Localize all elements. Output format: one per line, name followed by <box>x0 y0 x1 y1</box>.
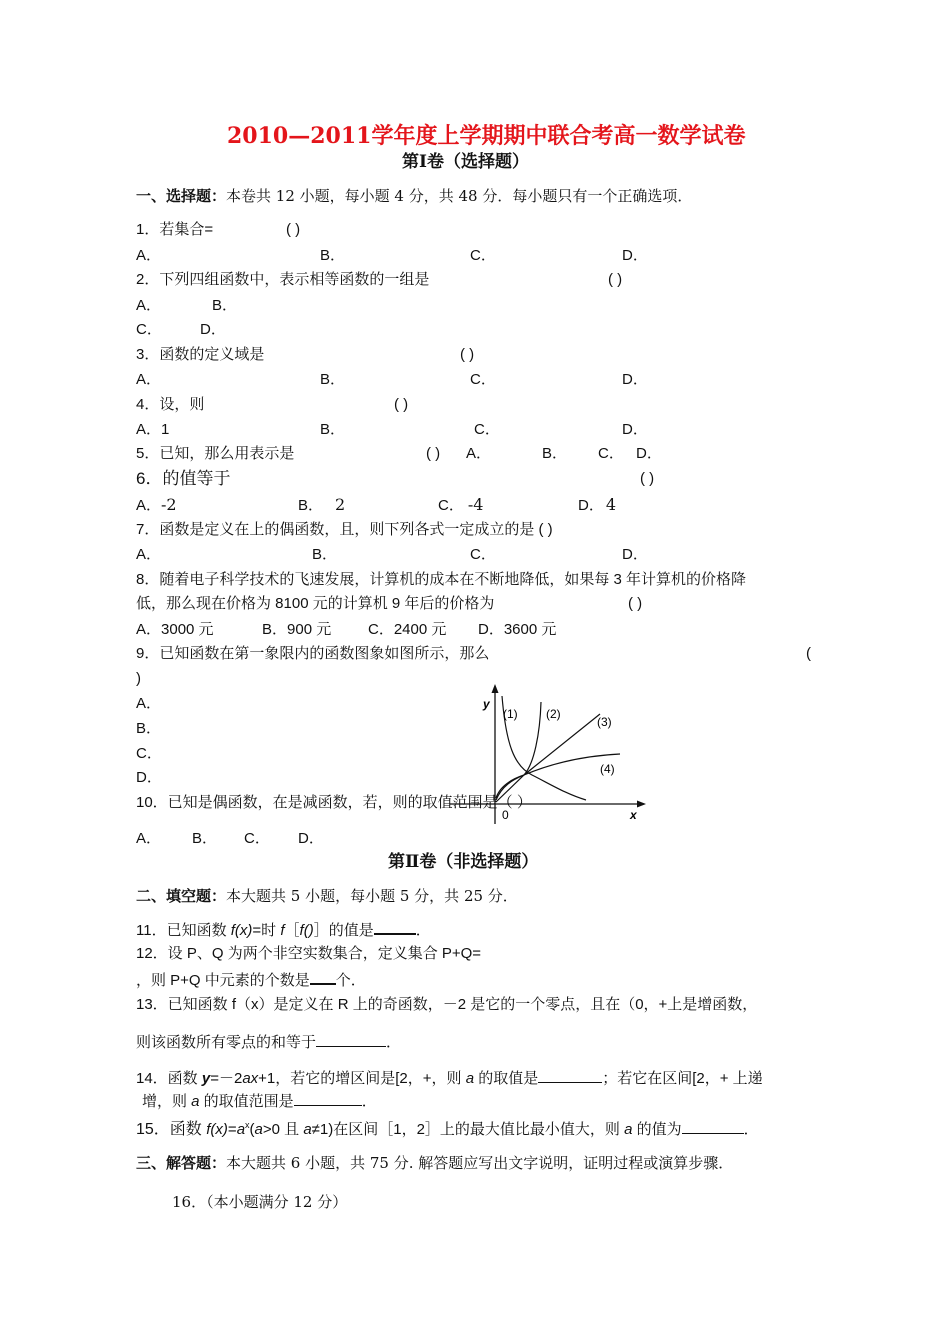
q14-line1: 14．函数 y=－2ax+1，若它的增区间是[2，+，则 a 的取值是 ；若它在区间[2，+ 上递 <box>136 1067 763 1089</box>
q4-option-a: A．1 <box>136 421 170 438</box>
q1-option-a: A． <box>136 247 162 264</box>
q3-option-c: C． <box>470 371 496 388</box>
q11-blank <box>374 918 416 935</box>
q8-option-c: C．2400 元 <box>368 621 447 638</box>
q3-paren: ( ) <box>460 346 475 363</box>
q13-blank <box>316 1031 386 1047</box>
q11: 11．已知函数 f(x)=时 f［f()］的值是 ． <box>136 918 431 941</box>
q6-option-d: D． 4 <box>578 495 617 514</box>
q2-option-b: B． <box>212 297 238 314</box>
q6-option-a: A．-2 <box>136 495 177 514</box>
q15-blank <box>682 1118 744 1134</box>
q8-paren: ( ) <box>628 595 643 612</box>
q13-line2: 则该函数所有零点的和等于 ． <box>136 1031 401 1053</box>
q9-option-d: D． <box>136 769 162 786</box>
q7-option-c: C． <box>470 546 496 563</box>
q2-option-d: D． <box>200 321 226 338</box>
graph-y-arrow <box>492 684 499 693</box>
q14-blank-1 <box>538 1067 602 1083</box>
q4-stem: 4．设，则 <box>136 396 205 413</box>
section1-text: 本卷共 12 小题，每小题 4 分，共 48 分．每小题只有一个正确选项． <box>226 187 693 205</box>
q6-option-a-value: -2 <box>161 495 177 514</box>
q2-option-a: A． <box>136 297 162 314</box>
q5-option-d: D． <box>636 445 662 462</box>
q13-line1: 13．已知函数 f（x）是定义在 R 上的奇函数，－2 是它的一个零点，且在（0，+上是增函数， <box>136 996 758 1013</box>
q3-option-b: B． <box>320 371 346 388</box>
q5-stem: 5．已知，那么用表示是 <box>136 445 295 462</box>
graph-curve-4-label: (4) <box>600 762 615 776</box>
q1-option-c: C． <box>470 247 496 264</box>
q6-option-b-value: 2 <box>335 495 346 514</box>
section2-instructions <box>136 886 518 906</box>
q7-option-a: A． <box>136 546 162 563</box>
q1-paren: ( ) <box>286 221 301 238</box>
section1-label: 一、选择题： <box>136 187 227 205</box>
q5-paren: ( ) <box>426 445 441 462</box>
q9-option-a: A． <box>136 695 162 712</box>
section3-instructions <box>136 1153 733 1173</box>
q6-option-c: C． -4 <box>438 495 484 514</box>
q3-stem: 3．函数的定义域是 <box>136 346 265 363</box>
q2-option-c: C． <box>136 321 162 338</box>
q7-option-b: B． <box>312 546 338 563</box>
q3-option-a: A． <box>136 371 162 388</box>
q12-blank <box>310 968 336 985</box>
section2-label: 二、填空题： <box>136 887 227 905</box>
q10-option-b: B． <box>192 830 218 847</box>
graph-origin-label: 0 <box>502 808 509 822</box>
graph-curve-1-label: (1) <box>503 707 518 721</box>
q4-option-b: B． <box>320 421 346 438</box>
q8-line1: 8．随着电子科学技术的飞速发展，计算机的成本在不断地降低，如果每 3 年计算机的价格降 <box>136 571 747 588</box>
q1-stem: 1．若集合= <box>136 221 214 238</box>
graph-curve-3-label: (3) <box>597 715 612 729</box>
q4-paren: ( ) <box>394 396 409 413</box>
q10-option-d: D． <box>298 830 324 847</box>
q4-option-c: C． <box>474 421 500 438</box>
q10-stem: 10．已知是偶函数，在是减函数，若，则的取值范围是（ ） <box>136 794 532 811</box>
q5-option-a: A． <box>466 445 492 462</box>
q8-option-b: B．900 元 <box>262 621 332 638</box>
q5-option-b: B． <box>542 445 568 462</box>
q12-line1: 12．设 P、Q 为两个非空实数集合，定义集合 P+Q= <box>136 945 482 962</box>
q6-option-c-value: -4 <box>467 495 484 514</box>
q15: 15．函数 $f(x)=a^x(a>0$ 且 a≠1)在区间［1，2］上的最大值比最小值大，则 a 的值为 ． <box>136 1120 759 1138</box>
q8-option-d: D．3600 元 <box>478 621 557 638</box>
section2-text: 本大题共 5 小题，每小题 5 分，共 25 分． <box>226 887 518 905</box>
q3-option-d: D． <box>622 371 648 388</box>
graph-x-label: x <box>630 808 637 822</box>
q9-paren-close: ) <box>136 670 141 687</box>
q1-option-d: D． <box>622 247 648 264</box>
q6-stem: 6．的值等于 <box>136 469 231 488</box>
part1-heading: 第Ⅰ卷（选择题） <box>402 152 529 172</box>
part2-heading: 第Ⅱ卷（非选择题） <box>388 852 539 872</box>
q16-heading: 16．（本小题满分 12 分） <box>172 1193 348 1211</box>
section3-text: 本大题共 6 小题，共 75 分. 解答题应写出文字说明，证明过程或演算步骤． <box>226 1154 734 1172</box>
q10-option-c: C． <box>244 830 270 847</box>
q1-option-b: B． <box>320 247 346 264</box>
graph-y-label: y <box>483 697 490 711</box>
q2-paren: ( ) <box>608 271 623 288</box>
q12-line2: ，则 P+Q 中元素的个数是 个． <box>136 968 366 991</box>
q6-option-b: B． 2 <box>298 495 346 514</box>
q7-option-d: D． <box>622 546 648 563</box>
q14-line2: 增，则 a 的取值范围是 ． <box>142 1090 377 1112</box>
section1-instructions <box>136 186 692 206</box>
q4-option-d: D． <box>622 421 648 438</box>
q9-option-c: C． <box>136 745 162 762</box>
q7-stem: 7．函数是定义在上的偶函数，且，则下列各式一定成立的是 ( ) <box>136 521 553 538</box>
q14-blank-2 <box>294 1090 362 1106</box>
q6-option-d-value: 4 <box>605 495 617 514</box>
q6-paren: ( ) <box>640 470 655 487</box>
q10-option-a: A． <box>136 830 162 847</box>
q8-line2: 低，那么现在价格为 8100 元的计算机 9 年后的价格为 <box>136 595 495 612</box>
exam-title: 2010—2011学年度上学期期中联合考高一数学试卷 <box>227 123 746 149</box>
graph-x-arrow <box>637 801 646 808</box>
section3-label: 三、解答题： <box>136 1154 227 1172</box>
q2-stem: 2．下列四组函数中，表示相等函数的一组是 <box>136 271 430 288</box>
q9-paren-open: ( <box>806 645 811 662</box>
q8-option-a: A．3000 元 <box>136 621 214 638</box>
graph-curve-2-label: (2) <box>546 707 561 721</box>
q9-option-b: B． <box>136 720 162 737</box>
q5-option-c: C． <box>598 445 624 462</box>
q9-stem: 9．已知函数在第一象限内的函数图象如图所示，那么 <box>136 645 490 662</box>
